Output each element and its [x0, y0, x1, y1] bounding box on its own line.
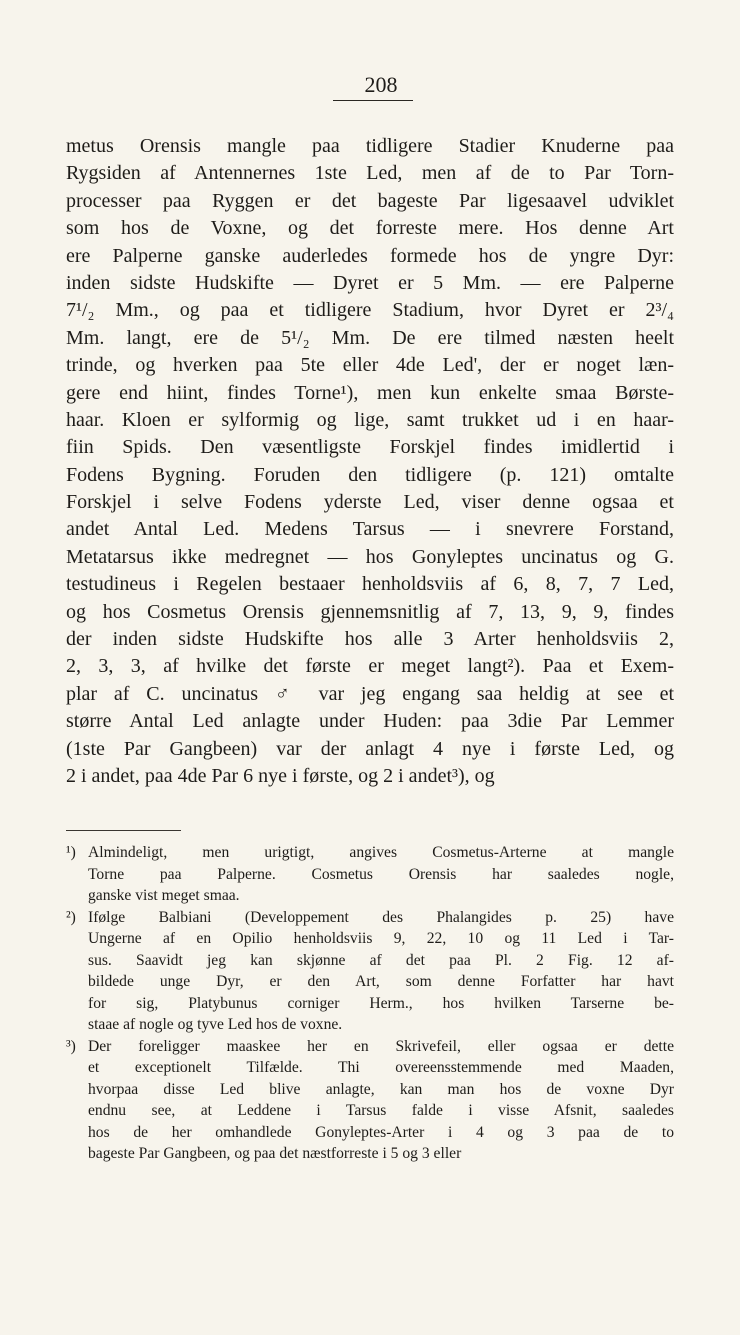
footnote-line: Der foreligger maaskee her en Skrivefeil, eller ogsaa er dette [88, 1037, 674, 1055]
footnote-line: bildede unge Dyr, er den Art, som denne Forfatter har havt [88, 973, 674, 990]
footnote [66, 1036, 674, 1165]
footnote-line: Torne paa Palperne. Cosmetus Orensis har saaledes nogle, [88, 865, 674, 883]
body-line: haar. Kloen er sylformig og lige, samt trukket ud i en haar- [66, 408, 674, 431]
body-line: processer paa Ryggen er det bageste Par ligesaavel udviklet [66, 189, 674, 212]
body-line: ere Palperne ganske auderledes formede hos de yngre Dyr: [66, 244, 674, 267]
footnote-mark: ²) [66, 908, 76, 926]
footnote-mark: ¹) [66, 844, 76, 861]
body-line: Forskjel i selve Fodens yderste Led, viser denne ogsaa et [66, 491, 674, 514]
page-number-text: 208 [364, 72, 398, 97]
footnote-line: Almindeligt, men urigtigt, angives Cosmetus-Arterne at mangle [88, 844, 674, 861]
footnote [66, 907, 674, 1036]
body-line: gere end hiint, findes Torne¹), men kun enkelte smaa Børste- [66, 381, 674, 404]
footnote-line: Ifølge Balbiani (Developpement des Phalangides p. 25) have [88, 908, 674, 926]
body-line: fiin Spids. Den væsentligste Forskjel findes imidlertid i [66, 436, 674, 459]
body-line: som hos de Voxne, og det forreste mere. Hos denne Art [66, 217, 674, 240]
footnote-line: Ungerne af en Opilio henholdsviis 9, 22, 10 og 11 Led i Tar- [88, 930, 674, 947]
footnotes [66, 842, 674, 1165]
body-line: Mm. langt, ere de 5¹/₂ Mm. De ere tilmed næsten heelt [66, 326, 674, 349]
body-line: metus Orensis mangle paa tidligere Stadier Knuderne paa [66, 135, 674, 157]
page-number [0, 72, 740, 98]
body-line: Metatarsus ikke medregnet — hos Gonyleptes uncinatus og G. [66, 545, 674, 568]
footnote-line: for sig, Platybunus corniger Herm., hos hvilken Tarserne be- [88, 994, 674, 1012]
footnote-line: sus. Saavidt jeg kan skjønne af det paa Pl. 2 Fig. 12 af- [88, 951, 674, 969]
body-line: inden sidste Hudskifte — Dyret er 5 Mm. — ere Palperne [66, 271, 674, 294]
footnote-line: staae af nogle og tyve Led hos de voxne. [88, 1016, 343, 1033]
body-line: Rygsiden af Antennernes 1ste Led, men af de to Par Torn- [66, 162, 674, 185]
footnote-line: ganske vist meget smaa. [88, 887, 240, 904]
body-text [66, 133, 674, 790]
footnote-mark: ³) [66, 1037, 76, 1055]
footnote-line: bageste Par Gangbeen, og paa det næstforreste i 5 og 3 eller [88, 1145, 462, 1162]
body-line: (1ste Par Gangbeen) var der anlagt 4 nye i første Led, og [66, 737, 674, 760]
body-line: 7¹/₂ Mm., og paa et tidligere Stadium, hvor Dyret er 2³/₄ [66, 299, 674, 322]
body-line: der inden sidste Hudskifte hos alle 3 Arter henholdsviis 2, [66, 628, 674, 651]
body-line: trinde, og hverken paa 5te eller 4de Led', der er noget læn- [66, 354, 674, 377]
body-line: større Antal Led anlagte under Huden: paa 3die Par Lemmer [66, 710, 674, 733]
footnote-line: hvorpaa disse Led blive anlagte, kan man hos de voxne Dyr [88, 1080, 674, 1098]
footnote [66, 842, 674, 907]
body-line: og hos Cosmetus Orensis gjennemsnitlig af 7, 13, 9, 9, findes [66, 600, 674, 623]
page-number-rule [333, 100, 413, 101]
body-line: testudineus i Regelen bestaaer henholdsviis af 6, 8, 7, 7 Led, [66, 573, 674, 596]
footnote-line: hos de her omhandlede Gonyleptes-Arter i 4 og 3 paa de to [88, 1123, 674, 1141]
body-line: andet Antal Led. Medens Tarsus — i snevrere Forstand, [66, 518, 674, 541]
body-line: 2, 3, 3, af hvilke det første er meget langt²). Paa et Exem- [66, 655, 674, 678]
body-line: Fodens Bygning. Foruden den tidligere (p. 121) omtalte [66, 463, 674, 486]
body-line: 2 i andet, paa 4de Par 6 nye i første, og 2 i andet³), og [66, 764, 495, 787]
body-line: plar af C. uncinatus ♂ var jeg engang saa heldig at see et [66, 682, 674, 705]
footnote-line: endnu see, at Leddene i Tarsus falde i visse Afsnit, saaledes [88, 1102, 674, 1119]
footnote-line: et exceptionelt Tilfælde. Thi overeensstemmende med Maaden, [88, 1059, 674, 1076]
footnote-separator [66, 830, 181, 831]
